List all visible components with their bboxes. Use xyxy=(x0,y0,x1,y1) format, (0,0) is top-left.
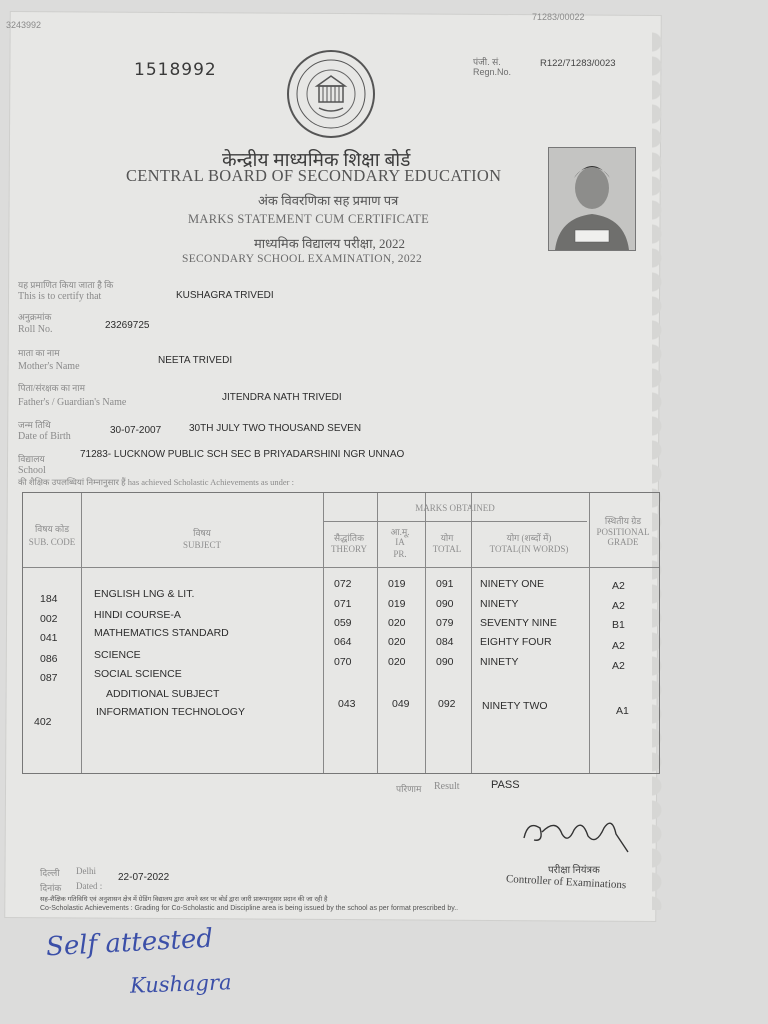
row-grade: A2 xyxy=(612,640,625,652)
header-subject: SUBJECT xyxy=(182,540,221,550)
row-theory: 059 xyxy=(334,617,352,629)
footnote-hindi: सह-शैक्षिक गतिविधि एवं अनुशासन क्षेत्र में ग्रेडिंग विद्यालय द्वारा अपने स्तर पर बोर्ड द्वारा जारी प्रारूपानुसार प्रदान की जा रही है xyxy=(40,896,328,903)
result-value: PASS xyxy=(491,779,520,791)
certify-label-hindi: यह प्रमाणित किया जाता है कि xyxy=(18,280,114,290)
board-name-hindi: केन्द्रीय माध्यमिक शिक्षा बोर्ड xyxy=(222,150,411,171)
mother-label: Mother's Name xyxy=(18,361,80,372)
header-total-hindi: योग xyxy=(440,533,454,543)
document-title-hindi: अंक विवरणिका सह प्रमाण पत्र xyxy=(258,193,399,208)
header-words: TOTAL(IN WORDS) xyxy=(489,544,569,554)
school-label: School xyxy=(18,465,46,476)
row-subject: SCIENCE xyxy=(94,649,141,661)
row-words: NINETY xyxy=(480,598,519,610)
self-attested-note: Self attested xyxy=(45,923,214,963)
row-subject: HINDI COURSE-A xyxy=(94,609,181,621)
header-grade-hindi: स्थितीय ग्रेड xyxy=(604,516,642,526)
row-theory: 070 xyxy=(334,656,352,668)
regn-number: R122/71283/0023 xyxy=(540,58,616,69)
mother-name: NEETA TRIVEDI xyxy=(158,355,233,366)
row-ia: 019 xyxy=(388,598,406,610)
father-label: Father's / Guardian's Name xyxy=(18,397,127,408)
row-words: SEVENTY NINE xyxy=(480,617,557,629)
header-words-hindi: योग (शब्दों में) xyxy=(506,533,552,543)
student-name: KUSHAGRA TRIVEDI xyxy=(176,290,274,301)
issue-date: 22-07-2022 xyxy=(118,872,170,883)
row-ia: 020 xyxy=(388,636,406,648)
place-label-hindi: दिल्ली xyxy=(40,868,60,878)
mother-label-hindi: माता का नाम xyxy=(18,348,60,358)
header-ia-hindi: आ.मू. xyxy=(390,527,410,537)
school-name: 71283- LUCKNOW PUBLIC SCH SEC B PRIYADARSHINI NGR UNNAO xyxy=(80,449,405,460)
row-code: 184 xyxy=(40,593,58,605)
header-pr: PR. xyxy=(393,549,407,559)
row-code: 402 xyxy=(34,716,52,728)
row-total: 090 xyxy=(436,598,454,610)
header-subject-hindi: विषय xyxy=(193,528,211,538)
row-total: 092 xyxy=(438,698,456,710)
row-total: 090 xyxy=(436,656,454,668)
row-code: 086 xyxy=(40,653,58,665)
row-words: NINETY TWO xyxy=(482,700,548,712)
controller-title: Controller of Examinations xyxy=(505,873,627,892)
school-label-hindi: विद्यालय xyxy=(18,454,45,464)
row-subject: INFORMATION TECHNOLOGY xyxy=(96,706,245,718)
header-code: SUB. CODE xyxy=(28,537,76,547)
document-title: MARKS STATEMENT CUM CERTIFICATE xyxy=(188,212,430,226)
row-total: 084 xyxy=(436,636,454,648)
regn-label: Regn.No. xyxy=(473,67,512,77)
row-ia: 020 xyxy=(388,656,406,668)
row-words: EIGHTY FOUR xyxy=(480,636,552,648)
header-theory-hindi: सैद्धांतिक xyxy=(334,533,364,543)
row-grade: A2 xyxy=(612,580,625,592)
row-grade: B1 xyxy=(612,619,625,631)
row-theory: 071 xyxy=(334,598,352,610)
scalloped-border xyxy=(652,30,692,910)
row-grade: A2 xyxy=(612,600,625,612)
row-code: 087 xyxy=(40,672,58,684)
date-of-birth: 30-07-2007 xyxy=(110,425,162,436)
controller-title-hindi: परीक्षा नियंत्रक xyxy=(548,865,600,876)
row-subject: SOCIAL SCIENCE xyxy=(94,668,182,680)
dated-label: Dated : xyxy=(76,881,103,891)
father-label-hindi: पिता/संरक्षक का नाम xyxy=(18,383,85,393)
roll-label-hindi: अनुक्रमांक xyxy=(18,312,52,322)
place-label: Delhi xyxy=(76,866,96,876)
footnote: Co-Scholastic Achievements : Grading for Co-Scholastic and Discipline area is being issued by the school as per format prescribed by.. xyxy=(40,905,459,912)
corner-number-right: 71283/00022 xyxy=(532,12,585,22)
additional-subject-label: ADDITIONAL SUBJECT xyxy=(106,688,220,700)
serial-number: 1518992 xyxy=(134,60,217,80)
row-theory: 064 xyxy=(334,636,352,648)
exam-title-hindi: माध्यमिक विद्यालय परीक्षा, 2022 xyxy=(254,236,405,251)
row-ia: 049 xyxy=(392,698,410,710)
dated-label-hindi: दिनांक xyxy=(40,883,62,893)
header-total: TOTAL xyxy=(432,544,462,554)
father-name: JITENDRA NATH TRIVEDI xyxy=(222,392,342,403)
roll-label: Roll No. xyxy=(18,324,53,335)
header-theory: THEORY xyxy=(331,544,367,554)
board-name: CENTRAL BOARD OF SECONDARY EDUCATION xyxy=(126,166,502,185)
row-words: NINETY xyxy=(480,656,519,668)
attestation-signature: Kushagra xyxy=(129,970,232,998)
date-of-birth-words: 30TH JULY TWO THOUSAND SEVEN xyxy=(189,423,362,434)
certify-label: This is to certify that xyxy=(18,291,102,302)
controller-signature xyxy=(516,812,636,858)
row-total: 079 xyxy=(436,617,454,629)
row-subject: ENGLISH LNG & LIT. xyxy=(94,588,195,600)
header-code-hindi: विषय कोड xyxy=(34,524,70,534)
dob-label-hindi: जन्म तिथि xyxy=(18,420,51,430)
achievement-note: की शैक्षिक उपलब्धियां निम्नानुसार हैं has achieved Scholastic Achievements as under : xyxy=(18,477,294,487)
row-code: 041 xyxy=(40,632,58,644)
header-grade: POSITIONAL GRADE xyxy=(596,527,650,547)
row-subject: MATHEMATICS STANDARD xyxy=(94,627,229,639)
roll-number: 23269725 xyxy=(105,320,150,331)
row-words: NINETY ONE xyxy=(480,578,544,590)
header-marks-obtained: MARKS OBTAINED xyxy=(415,503,495,513)
cbse-logo-icon xyxy=(287,50,375,138)
exam-title: SECONDARY SCHOOL EXAMINATION, 2022 xyxy=(182,253,422,265)
result-label-hindi: परिणाम xyxy=(396,784,422,794)
corner-number-left: 3243992 xyxy=(6,20,42,30)
row-total: 091 xyxy=(436,578,454,590)
student-photo xyxy=(548,147,636,251)
result-label: Result xyxy=(434,781,460,792)
row-grade: A1 xyxy=(616,705,629,717)
row-grade: A2 xyxy=(612,660,625,672)
regn-label-hindi: पंजी. सं. xyxy=(473,57,501,67)
row-ia: 019 xyxy=(388,578,406,590)
header-ia: IA xyxy=(395,537,405,547)
row-code: 002 xyxy=(40,613,58,625)
row-theory: 043 xyxy=(338,698,356,710)
dob-label: Date of Birth xyxy=(18,431,71,442)
row-ia: 020 xyxy=(388,617,406,629)
row-theory: 072 xyxy=(334,578,352,590)
